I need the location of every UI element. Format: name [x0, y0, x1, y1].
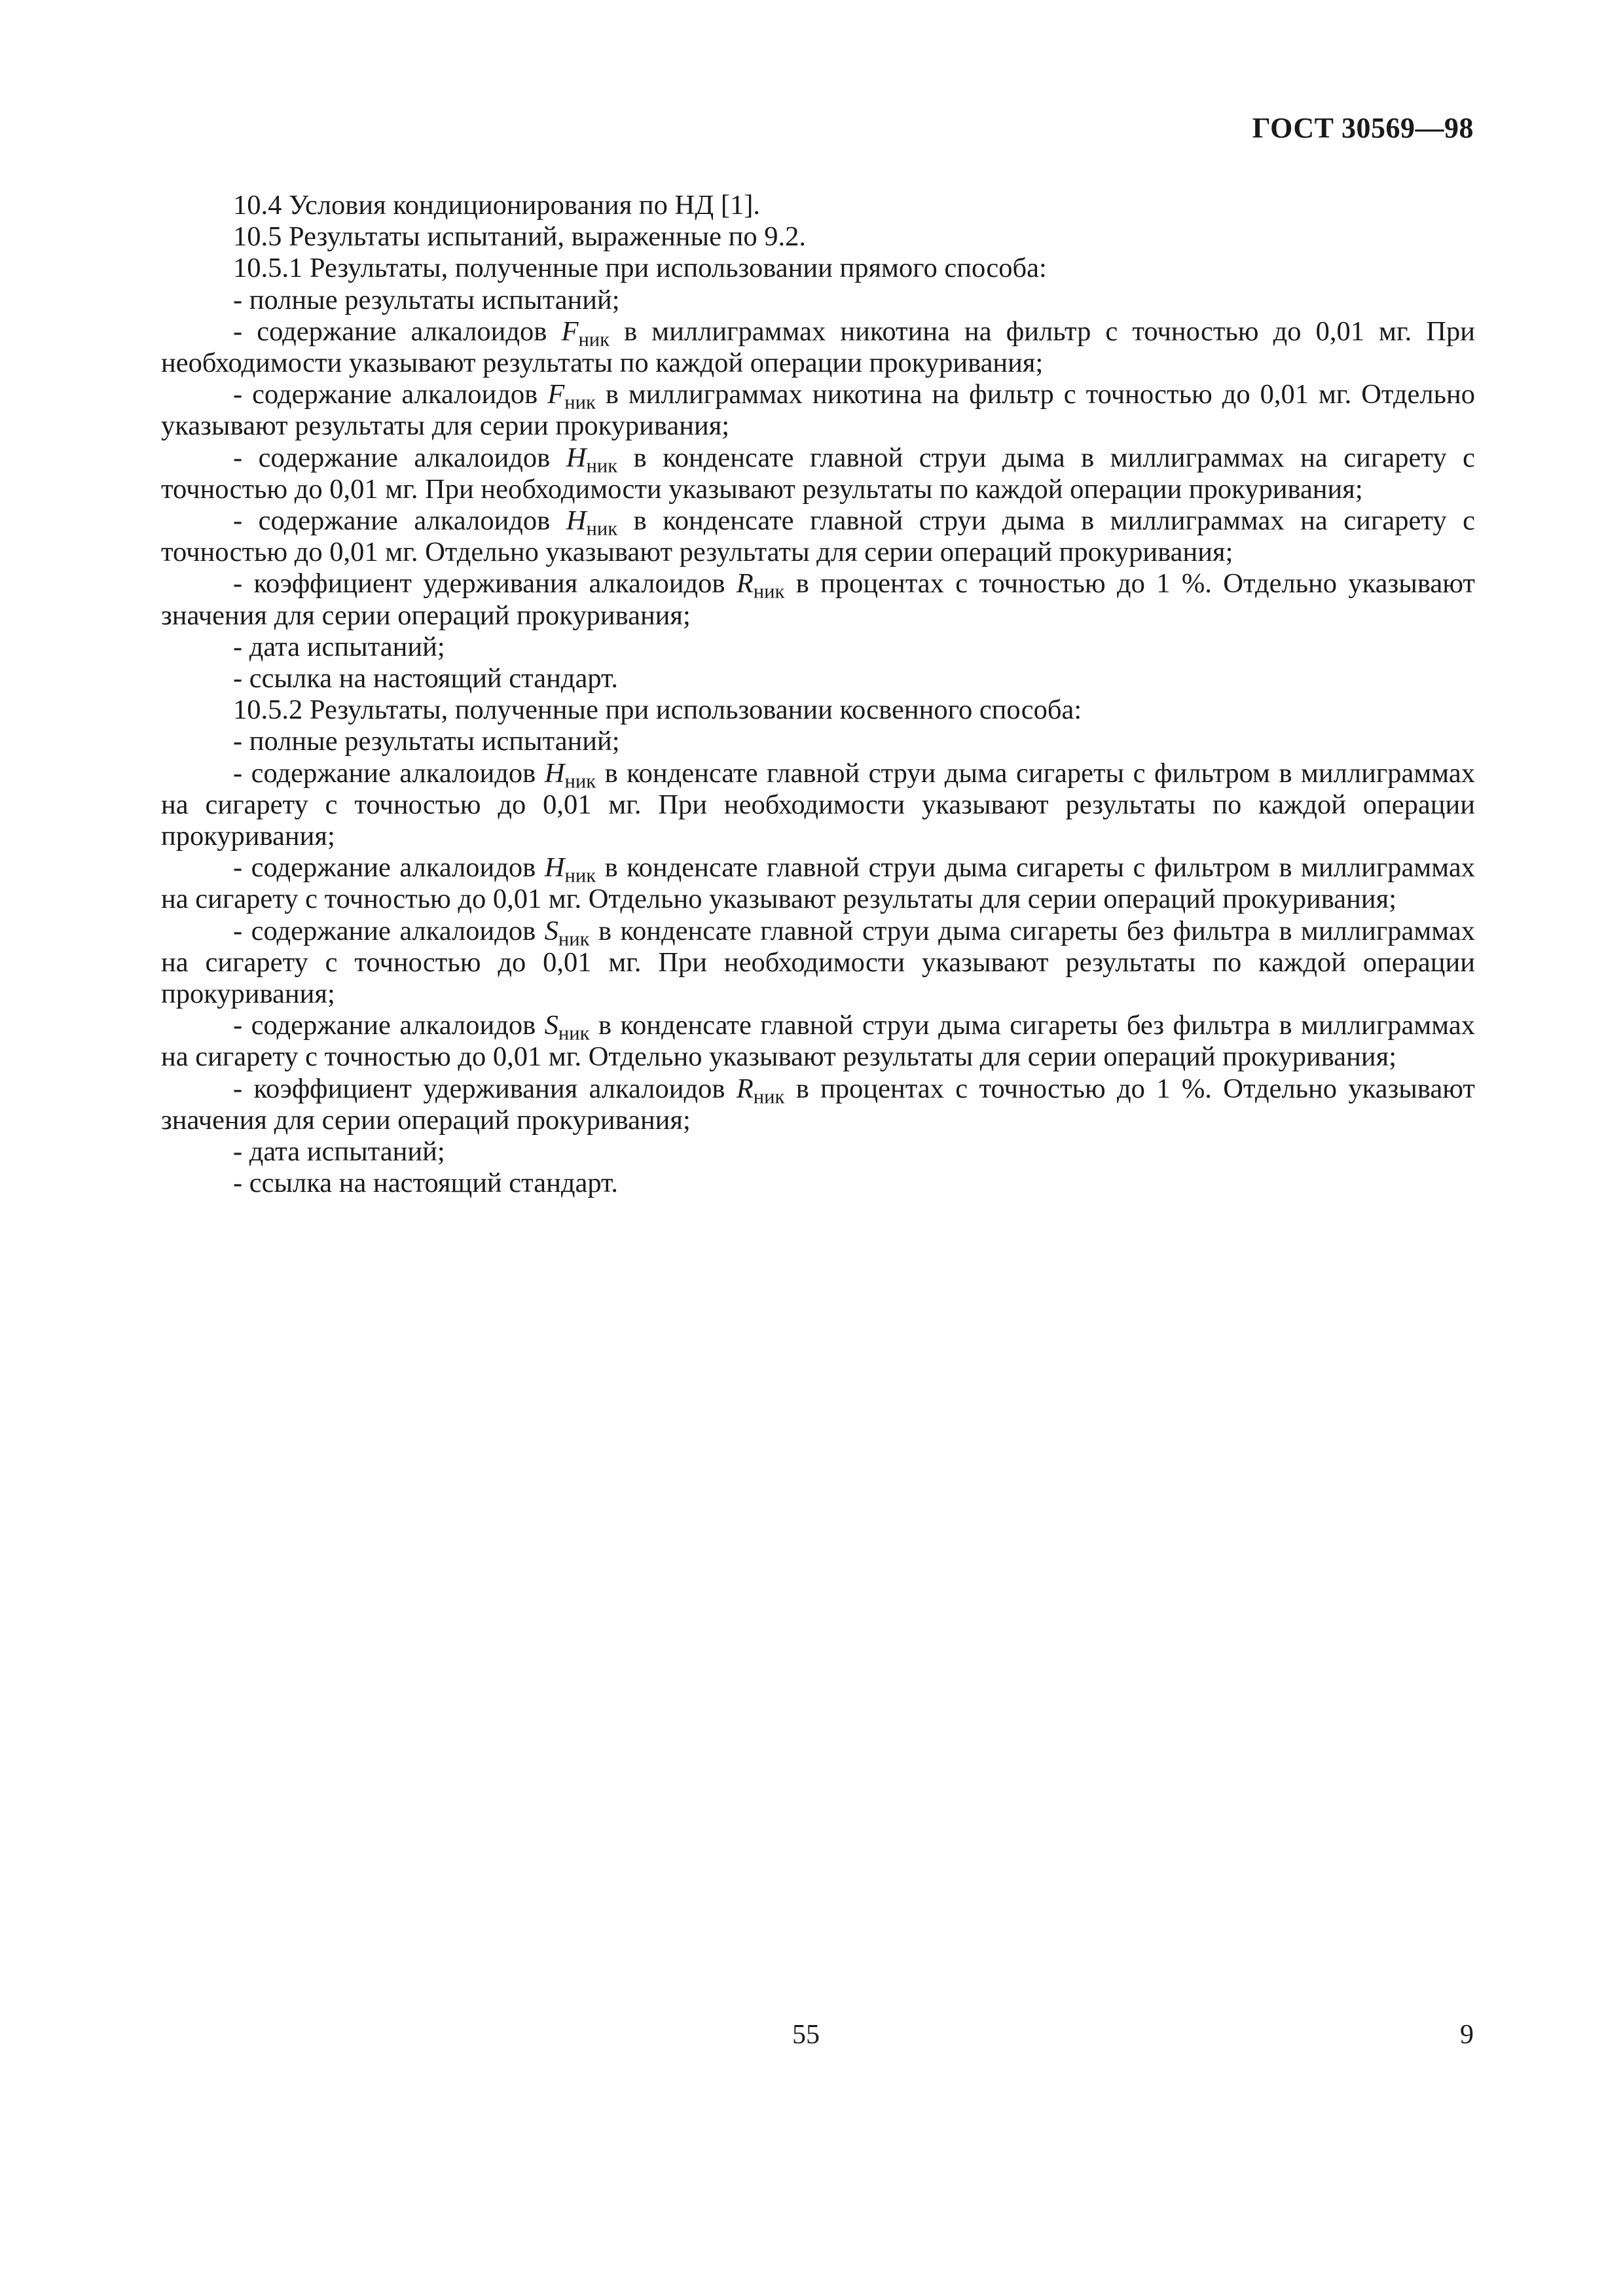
- document-code-header: ГОСТ 30569—98: [1252, 112, 1474, 144]
- text-run: - ссылка на настоящий стандарт.: [233, 663, 619, 694]
- math-subscript: ник: [578, 328, 610, 351]
- text-run: - содержание алкалоидов: [233, 757, 545, 789]
- paragraph: [161, 442, 1475, 505]
- math-subscript: ник: [586, 454, 618, 477]
- paragraph: [161, 221, 1475, 253]
- text-run: в конденсате главной струи дыма сигареты без фильтра в миллиграммах на сигарету с точностью до 0,01 мг. Отдельно указывают результаты для серии операций прокуривания;: [161, 1010, 1475, 1073]
- paragraph: [161, 285, 1475, 316]
- math-subscript: ник: [753, 1085, 785, 1108]
- document-body: [161, 190, 1475, 1200]
- text-run: - содержание алкалоидов: [233, 505, 566, 537]
- math-subscript: ник: [586, 517, 618, 540]
- text-run: 10.4 Условия кондиционирования по НД [1].: [233, 190, 761, 221]
- math-symbol: H: [566, 442, 587, 473]
- paragraph: [161, 726, 1475, 757]
- text-run: в миллиграммах никотина на фильтр с точностью до 0,01 мг. При необходимости указывают результаты по каждой операции прокуривания;: [161, 315, 1475, 379]
- math-subscript: ник: [564, 770, 596, 793]
- math-subscript: ник: [558, 927, 590, 950]
- paragraph: [161, 505, 1475, 568]
- math-subscript: ник: [564, 391, 596, 414]
- math-symbol: S: [544, 915, 558, 946]
- math-symbol: R: [736, 568, 754, 600]
- text-run: - содержание алкалоидов: [233, 852, 545, 884]
- math-symbol: F: [547, 379, 565, 410]
- text-run: - полные результаты испытаний;: [233, 284, 620, 315]
- text-run: - содержание алкалоидов: [233, 915, 545, 946]
- paragraph: [161, 1136, 1475, 1168]
- math-symbol: F: [561, 315, 579, 347]
- text-run: в конденсате главной струи дыма сигареты с фильтром в миллиграммах на сигарету с точностью до 0,01 мг. При необходимости указывают результаты по каждой операции прокуривания;: [161, 757, 1475, 852]
- text-run: - ссылка на настоящий стандарт.: [233, 1168, 619, 1199]
- text-run: в конденсате главной струи дыма в миллиграммах на сигарету с точностью до 0,01 мг. Отдельно указывают результаты для серии операций прокуривания;: [161, 505, 1475, 568]
- paragraph: [161, 190, 1475, 221]
- text-run: - содержание алкалоидов: [233, 442, 566, 473]
- paragraph: [161, 1010, 1475, 1073]
- math-symbol: H: [544, 757, 565, 789]
- page-number-center: 55: [792, 2020, 820, 2050]
- text-run: - дата испытаний;: [233, 1136, 445, 1168]
- text-run: в процентах с точностью до 1 %. Отдельно указывают значения для серии операций прокуривания;: [161, 568, 1475, 631]
- paragraph: [161, 916, 1475, 1011]
- math-subscript: ник: [753, 581, 785, 603]
- paragraph: [161, 253, 1475, 284]
- paragraph: [161, 694, 1475, 726]
- text-run: в конденсате главной струи дыма в миллиграммах на сигарету с точностью до 0,01 мг. При необходимости указывают результаты по каждой операции прокуривания;: [161, 442, 1475, 505]
- paragraph: [161, 852, 1475, 915]
- text-run: в конденсате главной струи дыма сигареты с фильтром в миллиграммах на сигарету с точностью до 0,01 мг. Отдельно указывают результаты для серии операций прокуривания;: [161, 852, 1475, 915]
- text-run: 10.5.1 Результаты, полученные при использовании прямого способа:: [233, 253, 1047, 284]
- text-run: - полные результаты испытаний;: [233, 726, 620, 757]
- paragraph: [161, 316, 1475, 379]
- text-run: - коэффициент удерживания алкалоидов: [233, 568, 737, 600]
- paragraph: [161, 758, 1475, 853]
- text-run: 10.5 Результаты испытаний, выраженные по 9.2.: [233, 221, 806, 253]
- math-symbol: H: [544, 852, 565, 884]
- paragraph: [161, 1073, 1475, 1136]
- text-run: в миллиграммах никотина на фильтр с точностью до 0,01 мг. Отдельно указывают результаты для серии прокуривания;: [161, 379, 1475, 442]
- paragraph: [161, 663, 1475, 694]
- page-number-right: 9: [1460, 2020, 1474, 2050]
- math-subscript: ник: [564, 864, 596, 887]
- paragraph: [161, 568, 1475, 631]
- text-run: - содержание алкалоидов: [233, 1010, 545, 1041]
- text-run: - дата испытаний;: [233, 631, 445, 662]
- math-symbol: R: [736, 1073, 754, 1104]
- paragraph: [161, 632, 1475, 663]
- math-symbol: H: [566, 505, 587, 537]
- text-run: 10.5.2 Результаты, полученные при использовании косвенного способа:: [233, 694, 1082, 726]
- math-subscript: ник: [558, 1022, 590, 1045]
- math-symbol: S: [544, 1010, 558, 1041]
- paragraph: [161, 379, 1475, 442]
- text-run: - содержание алкалоидов: [233, 379, 548, 410]
- paragraph: [161, 1168, 1475, 1199]
- text-run: - коэффициент удерживания алкалоидов: [233, 1073, 737, 1104]
- text-run: в конденсате главной струи дыма сигареты без фильтра в миллиграммах на сигарету с точностью до 0,01 мг. При необходимости указывают результаты по каждой операции прокуривания;: [161, 915, 1475, 1010]
- text-run: в процентах с точностью до 1 %. Отдельно указывают значения для серии операций прокуривания;: [161, 1073, 1475, 1136]
- text-run: - содержание алкалоидов: [233, 315, 562, 347]
